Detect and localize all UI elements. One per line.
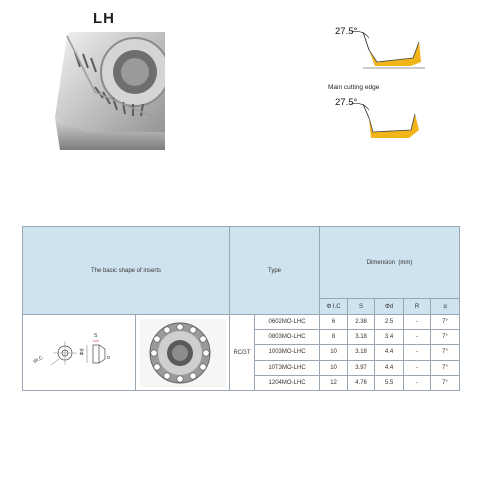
d-cell: 3.4 [375,330,404,345]
ic-cell: 12 [320,375,348,390]
alpha-cell: 7° [431,330,460,345]
variant-label: LH [93,10,115,27]
model-cell: 10T3MO-LHC [255,360,320,375]
cutting-edge-diagrams [325,18,425,148]
model-cell: 1204MO-LHC [255,375,320,390]
insert-drawing [23,315,136,391]
d-cell: 4.4 [375,345,404,360]
type-code: RCGT [230,315,255,391]
table-row [23,315,460,330]
ic-cell: 6 [320,315,348,330]
alpha-cell: 7° [431,315,460,330]
d-cell: 5.5 [375,375,404,390]
alpha-cell: 7° [431,360,460,375]
model-cell: 1003MO-LHC [255,345,320,360]
r-cell: - [404,330,431,345]
s-cell: 3.18 [348,345,375,360]
column-header-s: S [348,299,375,315]
r-cell: - [404,360,431,375]
model-cell: 0602MO-LHC [255,315,320,330]
r-cell: - [404,375,431,390]
main-cutting-edge-caption: Main cutting edge [328,84,380,91]
ic-cell: 10 [320,360,348,375]
dimension-header: Dimension (mm) [320,227,460,299]
d-cell: 2.5 [375,315,404,330]
drawing-label-alpha: α [107,355,110,361]
drawing-label-d: Φd [79,348,86,356]
column-header-alpha: α [431,299,460,315]
ic-cell: 8 [320,330,348,345]
alpha-cell: 7° [431,345,460,360]
alpha-cell: 7° [431,375,460,390]
s-cell: 2.38 [348,315,375,330]
s-cell: 3.18 [348,330,375,345]
s-cell: 3.97 [348,360,375,375]
top-angle-label: 27.5° [335,26,358,37]
drawing-label-ic: ΦI.C [32,354,45,366]
model-cell: 0803MO-LHC [255,330,320,345]
r-cell: - [404,315,431,330]
bottom-angle-label: 27.5° [335,97,358,108]
insert-photo [55,32,165,150]
column-header-d: Φd [375,299,404,315]
column-header-r: R [404,299,431,315]
insert-render [136,315,230,391]
d-cell: 4.4 [375,360,404,375]
drawing-label-s: S [94,333,98,339]
bottom-edge-profile [325,18,425,148]
r-cell: - [404,345,431,360]
basic-shape-header: The basic shape of inserts [23,227,230,315]
type-header: Type [230,227,320,315]
column-header-ic: Φ I.C [320,299,348,315]
insert-spec-table [22,226,460,391]
s-cell: 4.76 [348,375,375,390]
ic-cell: 10 [320,345,348,360]
